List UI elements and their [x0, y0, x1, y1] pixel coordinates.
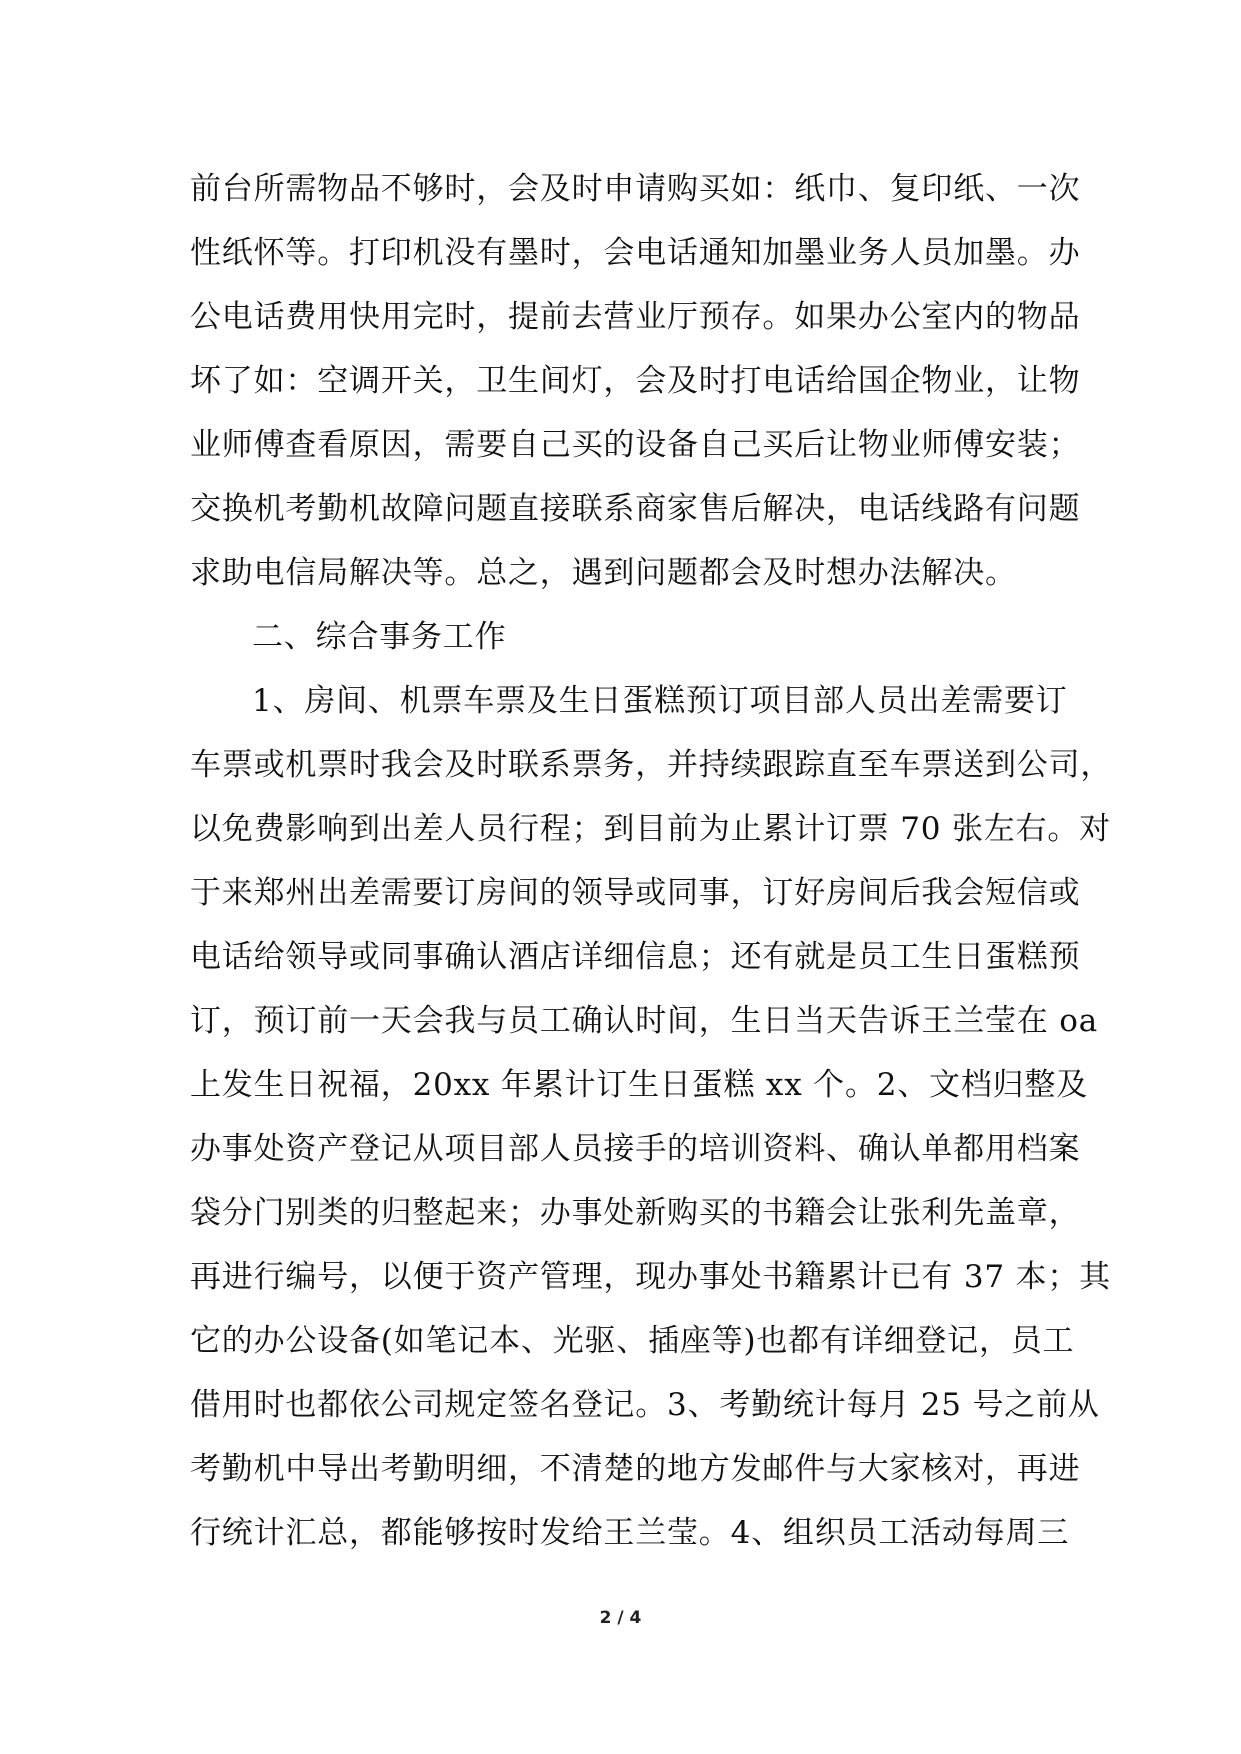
text-line: 性纸怀等。打印机没有墨时，会电话通知加墨业务人员加墨。办	[190, 235, 1081, 271]
text-line: 以免费影响到出差人员行程；到目前为止累计订票 70 张左右。对	[190, 811, 1111, 847]
text-line: 办事处资产登记从项目部人员接手的培训资料、确认单都用档案	[190, 1131, 1081, 1167]
page-number: 2 / 4	[599, 1608, 642, 1628]
text-line: 考勤机中导出考勤明细，不清楚的地方发邮件与大家核对，再进	[190, 1451, 1081, 1487]
text-line: 交换机考勤机故障问题直接联系商家售后解决，电话线路有问题	[190, 491, 1081, 527]
text-line: 它的办公设备(如笔记本、光驱、插座等)也都有详细登记，员工	[190, 1323, 1075, 1359]
text-line: 前台所需物品不够时，会及时申请购买如：纸巾、复印纸、一次	[190, 171, 1081, 207]
text-line: 袋分门别类的归整起来；办事处新购买的书籍会让张利先盖章，	[190, 1195, 1081, 1231]
text-line: 公电话费用快用完时，提前去营业厅预存。如果办公室内的物品	[190, 299, 1081, 335]
text-line: 于来郑州出差需要订房间的领导或同事，订好房间后我会短信或	[190, 875, 1081, 911]
text-line: 二、综合事务工作	[252, 619, 507, 655]
text-line: 再进行编号，以便于资产管理，现办事处书籍累计已有 37 本；其	[190, 1259, 1111, 1295]
document-body	[190, 157, 1113, 1565]
text-line: 借用时也都依公司规定签名登记。3、考勤统计每月 25 号之前从	[190, 1387, 1100, 1423]
text-line: 业师傅查看原因，需要自己买的设备自己买后让物业师傅安装；	[190, 427, 1081, 463]
text-line: 坏了如：空调开关，卫生间灯，会及时打电话给国企物业，让物	[190, 363, 1081, 399]
text-line: 车票或机票时我会及时联系票务，并持续跟踪直至车票送到公司，	[190, 747, 1113, 783]
text-line: 上发生日祝福，20xx 年累计订生日蛋糕 xx 个。2、文档归整及	[190, 1067, 1089, 1103]
text-line: 求助电信局解决等。总之，遇到问题都会及时想办法解决。	[190, 555, 1017, 591]
text-line: 电话给领导或同事确认酒店详细信息；还有就是员工生日蛋糕预	[190, 939, 1081, 975]
text-line: 订，预订前一天会我与员工确认时间，生日当天告诉王兰莹在 oa	[190, 1003, 1098, 1039]
text-line: 行统计汇总，都能够按时发给王兰莹。4、组织员工活动每周三	[190, 1515, 1070, 1551]
text-line: 1、房间、机票车票及生日蛋糕预订项目部人员出差需要订	[252, 683, 1068, 719]
